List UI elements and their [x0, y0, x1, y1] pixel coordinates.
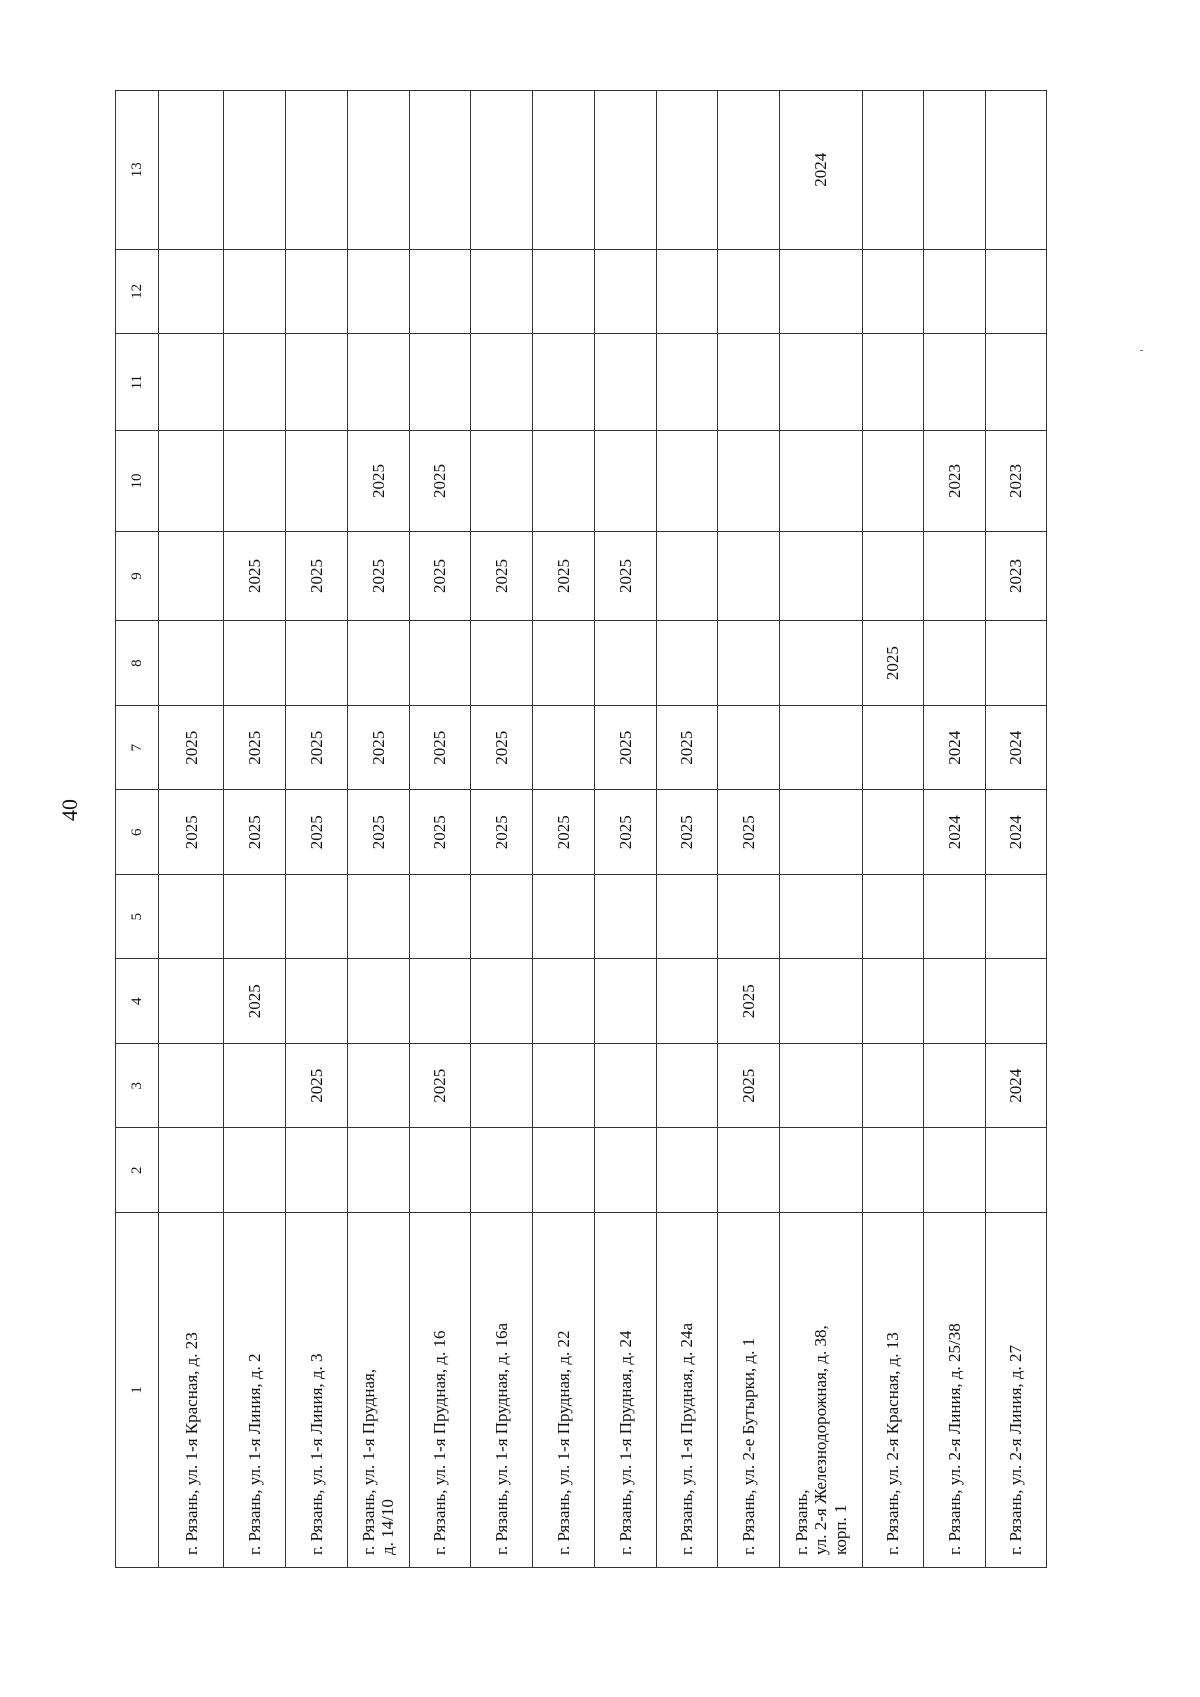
year-cell-col-2: [594, 1128, 656, 1213]
table-row: [862, 91, 924, 1568]
year-cell-col-5: [471, 874, 533, 959]
year-cell-col-10: 2023: [924, 431, 986, 531]
year-cell-col-13: [471, 91, 533, 250]
column-number-3: 3: [116, 1043, 159, 1128]
year-cell-col-7: [718, 705, 780, 790]
year-cell-col-10: [286, 431, 348, 531]
address-cell: г. Рязань, ул. 1-я Прудная, д. 22: [533, 1213, 595, 1568]
table-row: [286, 91, 348, 1568]
year-cell-col-6: 2025: [224, 790, 286, 875]
year-cell-col-7: [780, 705, 862, 790]
year-cell-col-13: [986, 91, 1047, 250]
year-cell-col-8: 2025: [862, 621, 924, 706]
address-cell: г. Рязань, ул. 1-я Прудная, д. 14/10: [347, 1213, 409, 1568]
year-cell-col-9: 2025: [286, 531, 348, 621]
column-number-10: 10: [116, 431, 159, 531]
year-cell-col-12: [224, 249, 286, 334]
year-cell-col-8: [656, 621, 718, 706]
year-cell-col-7: 2025: [224, 705, 286, 790]
year-cell-col-9: 2025: [224, 531, 286, 621]
year-cell-col-10: [656, 431, 718, 531]
year-cell-col-8: [986, 621, 1047, 706]
year-cell-col-11: [159, 334, 224, 431]
year-cell-col-12: [862, 249, 924, 334]
year-cell-col-11: [656, 334, 718, 431]
year-cell-col-12: [471, 249, 533, 334]
schedule-table-container: [115, 90, 1047, 1568]
column-number-11: 11: [116, 334, 159, 431]
address-cell: г. Рязань, ул. 2-я Красная, д. 13: [862, 1213, 924, 1568]
year-cell-col-3: [656, 1043, 718, 1128]
year-cell-col-13: [594, 91, 656, 250]
year-cell-col-3: 2025: [409, 1043, 471, 1128]
column-number-7: 7: [116, 705, 159, 790]
year-cell-col-6: 2025: [409, 790, 471, 875]
year-cell-col-9: 2023: [986, 531, 1047, 621]
year-cell-col-9: [656, 531, 718, 621]
column-number-8: 8: [116, 621, 159, 706]
year-cell-col-11: [471, 334, 533, 431]
year-cell-col-12: [718, 249, 780, 334]
year-cell-col-13: [533, 91, 595, 250]
year-cell-col-9: [780, 531, 862, 621]
year-cell-col-2: [986, 1128, 1047, 1213]
year-cell-col-13: [347, 91, 409, 250]
year-cell-col-3: 2024: [986, 1043, 1047, 1128]
year-cell-col-5: [159, 874, 224, 959]
year-cell-col-5: [780, 874, 862, 959]
year-cell-col-10: [862, 431, 924, 531]
year-cell-col-8: [533, 621, 595, 706]
year-cell-col-4: [924, 959, 986, 1044]
year-cell-col-4: [471, 959, 533, 1044]
year-cell-col-9: 2025: [533, 531, 595, 621]
schedule-table-body: [116, 91, 1047, 1568]
year-cell-col-3: [533, 1043, 595, 1128]
year-cell-col-13: [718, 91, 780, 250]
year-cell-col-10: [224, 431, 286, 531]
year-cell-col-5: [656, 874, 718, 959]
year-cell-col-9: 2025: [347, 531, 409, 621]
year-cell-col-9: [718, 531, 780, 621]
year-cell-col-6: 2025: [471, 790, 533, 875]
year-cell-col-8: [594, 621, 656, 706]
year-cell-col-12: [286, 249, 348, 334]
year-cell-col-5: [286, 874, 348, 959]
year-cell-col-9: 2025: [594, 531, 656, 621]
year-cell-col-9: [159, 531, 224, 621]
year-cell-col-8: [409, 621, 471, 706]
year-cell-col-12: [159, 249, 224, 334]
year-cell-col-13: [159, 91, 224, 250]
year-cell-col-5: [409, 874, 471, 959]
year-cell-col-5: [224, 874, 286, 959]
address-cell: г. Рязань, ул. 1-я Линия, д. 2: [224, 1213, 286, 1568]
year-cell-col-11: [533, 334, 595, 431]
year-cell-col-2: [862, 1128, 924, 1213]
year-cell-col-3: [224, 1043, 286, 1128]
table-row: [409, 91, 471, 1568]
year-cell-col-13: 2024: [780, 91, 862, 250]
year-cell-col-2: [656, 1128, 718, 1213]
year-cell-col-11: [718, 334, 780, 431]
year-cell-col-7: 2024: [986, 705, 1047, 790]
table-row: [471, 91, 533, 1568]
year-cell-col-2: [533, 1128, 595, 1213]
year-cell-col-2: [409, 1128, 471, 1213]
year-cell-col-8: [780, 621, 862, 706]
year-cell-col-4: [159, 959, 224, 1044]
year-cell-col-11: [224, 334, 286, 431]
year-cell-col-7: 2025: [347, 705, 409, 790]
address-cell: г. Рязань, ул. 2-я Линия, д. 25/38: [924, 1213, 986, 1568]
year-cell-col-10: [159, 431, 224, 531]
year-cell-col-11: [594, 334, 656, 431]
year-cell-col-3: [924, 1043, 986, 1128]
address-cell: г. Рязань, ул. 1-я Прудная, д. 24а: [656, 1213, 718, 1568]
year-cell-col-10: 2025: [409, 431, 471, 531]
table-row: [718, 91, 780, 1568]
year-cell-col-4: [986, 959, 1047, 1044]
column-number-13: 13: [116, 91, 159, 250]
year-cell-col-10: [594, 431, 656, 531]
year-cell-col-7: 2025: [159, 705, 224, 790]
year-cell-col-13: [409, 91, 471, 250]
schedule-table-rotated: [115, 90, 1047, 1568]
year-cell-col-7: 2025: [409, 705, 471, 790]
year-cell-col-7: 2025: [471, 705, 533, 790]
year-cell-col-4: [286, 959, 348, 1044]
year-cell-col-6: [780, 790, 862, 875]
year-cell-col-9: 2025: [409, 531, 471, 621]
year-cell-col-12: [656, 249, 718, 334]
year-cell-col-5: [924, 874, 986, 959]
year-cell-col-9: [924, 531, 986, 621]
year-cell-col-13: [862, 91, 924, 250]
year-cell-col-9: [862, 531, 924, 621]
year-cell-col-6: 2025: [594, 790, 656, 875]
year-cell-col-2: [347, 1128, 409, 1213]
table-row: [780, 91, 862, 1568]
year-cell-col-5: [533, 874, 595, 959]
year-cell-col-12: [533, 249, 595, 334]
page-number: 40: [57, 799, 82, 821]
year-cell-col-8: [159, 621, 224, 706]
year-cell-col-5: [986, 874, 1047, 959]
year-cell-col-6: 2025: [347, 790, 409, 875]
year-cell-col-13: [656, 91, 718, 250]
year-cell-col-8: [347, 621, 409, 706]
year-cell-col-2: [286, 1128, 348, 1213]
year-cell-col-9: 2025: [471, 531, 533, 621]
year-cell-col-13: [924, 91, 986, 250]
year-cell-col-11: [286, 334, 348, 431]
year-cell-col-6: [862, 790, 924, 875]
table-row: [224, 91, 286, 1568]
year-cell-col-7: 2025: [656, 705, 718, 790]
year-cell-col-11: [409, 334, 471, 431]
column-number-9: 9: [116, 531, 159, 621]
year-cell-col-8: [924, 621, 986, 706]
year-cell-col-6: 2024: [924, 790, 986, 875]
address-cell: г. Рязань, ул. 1-я Красная, д. 23: [159, 1213, 224, 1568]
year-cell-col-12: [594, 249, 656, 334]
address-cell: г. Рязань, ул. 2-я Линия, д. 27: [986, 1213, 1047, 1568]
table-row: [924, 91, 986, 1568]
table-row: [533, 91, 595, 1568]
scan-speck: [1140, 350, 1143, 351]
year-cell-col-3: [347, 1043, 409, 1128]
year-cell-col-13: [286, 91, 348, 250]
year-cell-col-2: [718, 1128, 780, 1213]
address-cell: г. Рязань, ул. 1-я Прудная, д. 16: [409, 1213, 471, 1568]
year-cell-col-6: 2025: [286, 790, 348, 875]
year-cell-col-10: [780, 431, 862, 531]
header-row: [116, 91, 159, 1568]
column-number-2: 2: [116, 1128, 159, 1213]
year-cell-col-3: [471, 1043, 533, 1128]
year-cell-col-7: 2024: [924, 705, 986, 790]
year-cell-col-8: [224, 621, 286, 706]
year-cell-col-3: 2025: [718, 1043, 780, 1128]
column-number-5: 5: [116, 874, 159, 959]
year-cell-col-6: 2025: [718, 790, 780, 875]
year-cell-col-12: [924, 249, 986, 334]
year-cell-col-11: [986, 334, 1047, 431]
year-cell-col-2: [924, 1128, 986, 1213]
table-row: [594, 91, 656, 1568]
year-cell-col-13: [224, 91, 286, 250]
year-cell-col-4: [347, 959, 409, 1044]
year-cell-col-7: 2025: [286, 705, 348, 790]
year-cell-col-5: [347, 874, 409, 959]
year-cell-col-6: 2025: [656, 790, 718, 875]
year-cell-col-7: [862, 705, 924, 790]
year-cell-col-4: 2025: [718, 959, 780, 1044]
year-cell-col-8: [471, 621, 533, 706]
year-cell-col-7: [533, 705, 595, 790]
address-cell: г. Рязань, ул. 1-я Прудная, д. 24: [594, 1213, 656, 1568]
year-cell-col-8: [286, 621, 348, 706]
year-cell-col-4: [594, 959, 656, 1044]
year-cell-col-4: [409, 959, 471, 1044]
schedule-table: [115, 90, 1047, 1568]
year-cell-col-12: [347, 249, 409, 334]
column-number-1: 1: [116, 1213, 159, 1568]
year-cell-col-6: 2024: [986, 790, 1047, 875]
year-cell-col-10: 2025: [347, 431, 409, 531]
column-number-12: 12: [116, 249, 159, 334]
year-cell-col-10: [533, 431, 595, 531]
year-cell-col-5: [594, 874, 656, 959]
year-cell-col-6: 2025: [159, 790, 224, 875]
year-cell-col-12: [780, 249, 862, 334]
year-cell-col-10: [718, 431, 780, 531]
year-cell-col-11: [924, 334, 986, 431]
address-cell: г. Рязань, ул. 2-е Бутырки, д. 1: [718, 1213, 780, 1568]
table-row: [656, 91, 718, 1568]
year-cell-col-8: [718, 621, 780, 706]
year-cell-col-10: [471, 431, 533, 531]
year-cell-col-11: [862, 334, 924, 431]
year-cell-col-4: [780, 959, 862, 1044]
year-cell-col-5: [718, 874, 780, 959]
column-number-6: 6: [116, 790, 159, 875]
year-cell-col-2: [224, 1128, 286, 1213]
address-cell: г. Рязань, ул. 1-я Прудная, д. 16а: [471, 1213, 533, 1568]
year-cell-col-4: [656, 959, 718, 1044]
year-cell-col-7: 2025: [594, 705, 656, 790]
year-cell-col-2: [471, 1128, 533, 1213]
year-cell-col-2: [780, 1128, 862, 1213]
table-row: [986, 91, 1047, 1568]
address-cell: г. Рязань, ул. 1-я Линия, д. 3: [286, 1213, 348, 1568]
year-cell-col-4: [533, 959, 595, 1044]
year-cell-col-12: [409, 249, 471, 334]
year-cell-col-10: 2023: [986, 431, 1047, 531]
address-cell: г. Рязань, ул. 2-я Железнодорожная, д. 38, корп. 1: [780, 1213, 862, 1568]
year-cell-col-4: [862, 959, 924, 1044]
year-cell-col-11: [780, 334, 862, 431]
year-cell-col-3: [594, 1043, 656, 1128]
year-cell-col-6: 2025: [533, 790, 595, 875]
table-row: [347, 91, 409, 1568]
table-row: [159, 91, 224, 1568]
column-number-4: 4: [116, 959, 159, 1044]
year-cell-col-3: [862, 1043, 924, 1128]
year-cell-col-3: 2025: [286, 1043, 348, 1128]
year-cell-col-3: [780, 1043, 862, 1128]
year-cell-col-11: [347, 334, 409, 431]
year-cell-col-3: [159, 1043, 224, 1128]
year-cell-col-4: 2025: [224, 959, 286, 1044]
year-cell-col-2: [159, 1128, 224, 1213]
year-cell-col-12: [986, 249, 1047, 334]
year-cell-col-5: [862, 874, 924, 959]
